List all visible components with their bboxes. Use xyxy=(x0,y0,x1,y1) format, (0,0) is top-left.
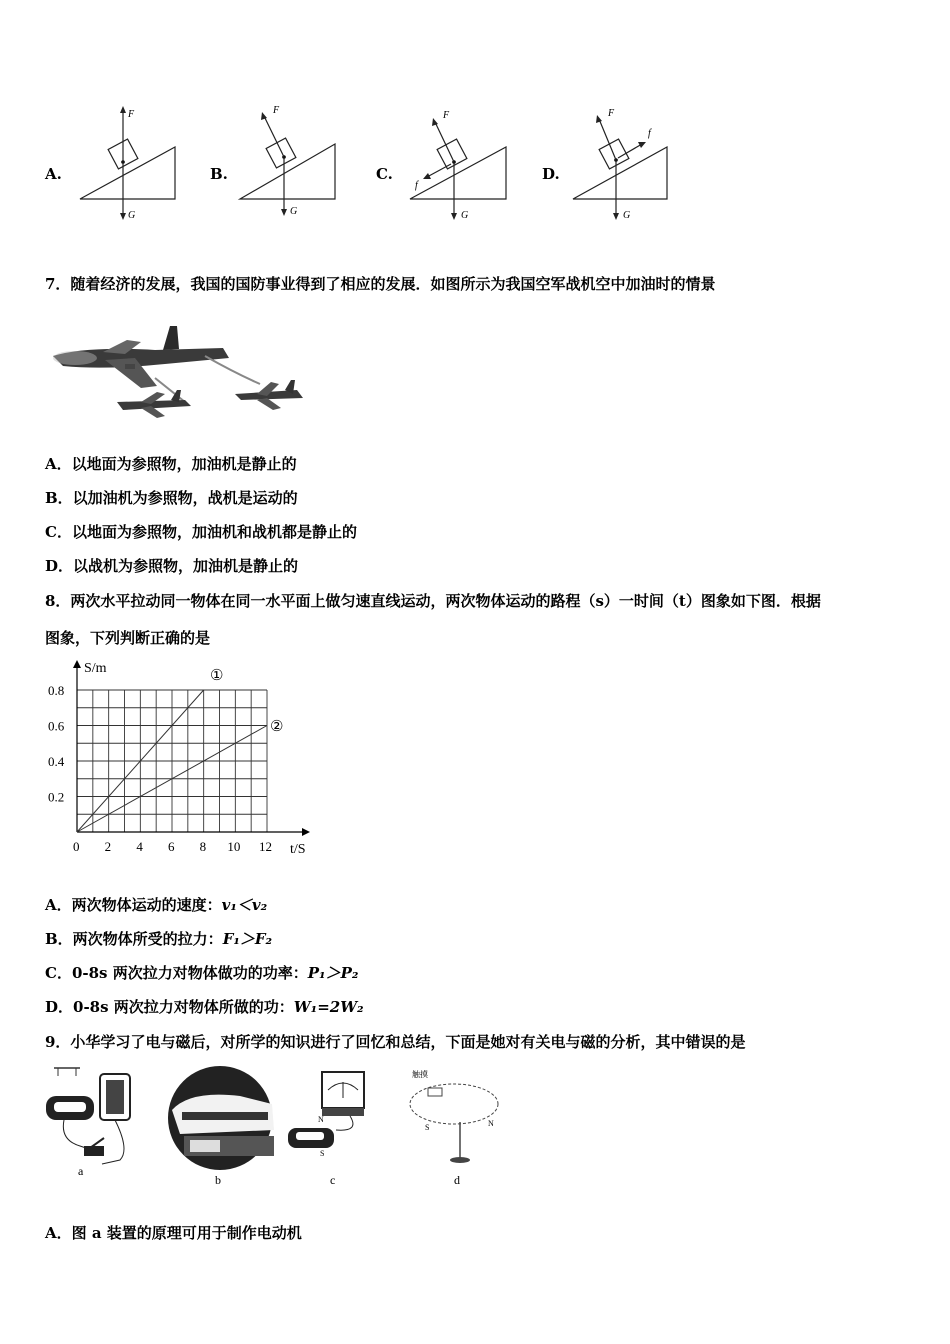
svg-text:N: N xyxy=(318,1115,324,1124)
q7-option-a[interactable]: A．以地面为参照物，加油机是静止的 xyxy=(45,455,297,473)
q8-option-a-text: A．两次物体运动的速度： xyxy=(45,896,222,914)
q6-figure-a xyxy=(75,100,185,225)
q8-option-d-text: D．0-8s 两次拉力对物体所做的功： xyxy=(45,998,294,1016)
label-g: G xyxy=(623,210,631,221)
svg-text:S: S xyxy=(425,1123,430,1132)
tanker-aircraft xyxy=(53,326,229,388)
y-tick-label: 0.4 xyxy=(48,754,65,769)
svg-text:S: S xyxy=(320,1149,325,1158)
label-g: G xyxy=(461,210,469,221)
x-axis-arrow xyxy=(302,828,310,836)
s-t-graph xyxy=(40,656,330,861)
block xyxy=(437,139,467,169)
y-axis-label: S/m xyxy=(84,661,107,676)
q9-option-a[interactable]: A．图 a 装置的原理可用于制作电动机 xyxy=(45,1224,302,1242)
q8-option-d[interactable] xyxy=(45,996,364,1017)
label-g: G xyxy=(128,210,136,221)
x-tick-label: 12 xyxy=(259,839,272,854)
figure-a-label: a xyxy=(78,1164,84,1178)
line1-label: ① xyxy=(210,668,224,684)
q6-figure-c xyxy=(405,100,515,225)
q7-option-c[interactable]: C．以地面为参照物，加油机和战机都是静止的 xyxy=(45,523,357,541)
q8-stem-line2: 图象，下列判断正确的是 xyxy=(45,629,211,647)
y-tick-label: 0.6 xyxy=(48,718,65,734)
label-f: F xyxy=(128,109,135,120)
incline xyxy=(80,147,175,199)
q6-option-a-label[interactable]: A. xyxy=(45,165,62,183)
q8-option-a[interactable] xyxy=(45,894,267,915)
label-friction: f xyxy=(415,180,418,191)
friction-arrow xyxy=(427,164,451,177)
label-g: G xyxy=(290,206,298,217)
block xyxy=(266,138,296,168)
q7-stem: 7．随着经济的发展，我国的国防事业得到了相应的发展．如图所示为我国空军战机空中加油时的情景 xyxy=(45,275,716,293)
label-f: F xyxy=(273,105,280,116)
label-f: F xyxy=(443,110,450,121)
q8-option-b[interactable] xyxy=(45,928,272,949)
q8-option-b-text: B．两次物体所受的拉力： xyxy=(45,930,223,948)
y-tick-label: 0.8 xyxy=(48,683,65,698)
x-axis-label: t/S xyxy=(290,842,306,857)
figure-c-galvanometer xyxy=(288,1072,364,1187)
q8-option-c[interactable] xyxy=(45,962,358,983)
label-friction: f xyxy=(648,128,651,139)
graph-grid xyxy=(77,690,267,832)
x-tick-label: 2 xyxy=(104,839,112,854)
tick-labels xyxy=(48,683,272,854)
q8-option-c-expr: P₁＞P₂ xyxy=(307,964,359,982)
q8-option-b-expr: F₁＞F₂ xyxy=(222,930,273,948)
fighter-aircraft-2 xyxy=(235,380,303,410)
figure-c-label: c xyxy=(330,1173,336,1187)
q8-stem-line1: 8．两次水平拉动同一物体在同一水平面上做匀速直线运动，两次物体运动的路程（s）一时间（t）图象如下图．根据 xyxy=(45,592,821,610)
svg-text:N: N xyxy=(488,1119,494,1128)
figure-d-touch-label: 触摸 xyxy=(412,1070,428,1079)
q6-option-d-label[interactable]: D. xyxy=(542,165,560,183)
figure-b-label: b xyxy=(215,1173,221,1187)
figure-d-label: d xyxy=(454,1173,460,1187)
fighter-aircraft-1 xyxy=(117,390,191,418)
refueling-aircraft-image xyxy=(45,318,310,423)
q6-figure-d xyxy=(568,100,678,225)
incline xyxy=(410,147,506,199)
x-tick-label: 8 xyxy=(199,839,207,854)
figure-a-apparatus xyxy=(46,1068,130,1178)
x-tick-label: 4 xyxy=(136,839,143,854)
x-tick-label: 6 xyxy=(168,839,175,854)
q7-option-b[interactable]: B．以加油机为参照物，战机是运动的 xyxy=(45,489,298,507)
q7-option-d[interactable]: D．以战机为参照物，加油机是静止的 xyxy=(45,557,299,575)
x-tick-label: 10 xyxy=(227,839,241,854)
q8-option-a-expr: v₁＜v₂ xyxy=(221,896,268,914)
q6-option-c-label[interactable]: C. xyxy=(376,165,393,183)
q6-figure-b xyxy=(235,100,345,225)
incline xyxy=(573,147,667,199)
x-tick-label: 0 xyxy=(73,839,80,854)
incline xyxy=(240,144,335,199)
label-f: F xyxy=(608,108,615,119)
q8-option-d-expr: W₁=2W₂ xyxy=(293,998,364,1016)
q9-figures xyxy=(40,1060,510,1195)
y-tick-label: 0.2 xyxy=(48,789,65,805)
figure-b-maglev-train xyxy=(168,1066,274,1187)
q8-option-c-text: C．0-8s 两次拉力对物体做功的功率： xyxy=(45,964,308,982)
q9-stem: 9．小华学习了电与磁后，对所学的知识进行了回忆和总结，下面是她对有关电与磁的分析，其中错误的是 xyxy=(45,1033,746,1051)
figure-d-circuit xyxy=(410,1069,498,1187)
q6-option-b-label[interactable]: B. xyxy=(210,165,228,183)
line2-label: ② xyxy=(270,719,284,735)
y-axis-arrow xyxy=(73,660,81,668)
